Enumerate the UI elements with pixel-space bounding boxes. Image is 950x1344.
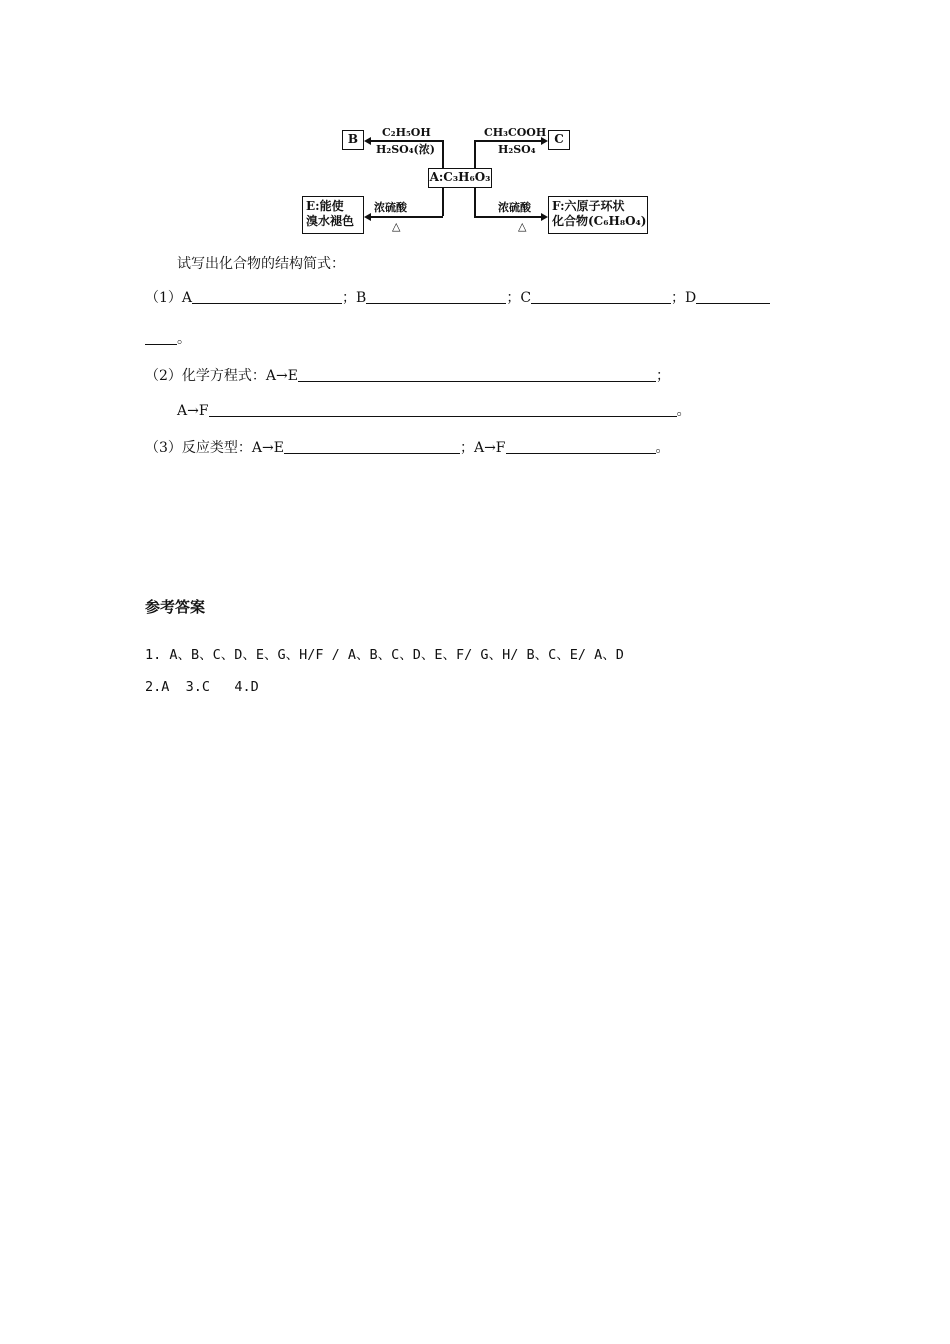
arrow-to-b-head xyxy=(364,137,371,145)
compound-c-label: C xyxy=(554,132,564,146)
trunk-down-left xyxy=(442,188,444,216)
q1-end: 。 xyxy=(177,331,191,347)
q1-blank-b[interactable] xyxy=(366,289,506,304)
q1-blank-d-cont[interactable] xyxy=(145,330,177,345)
question-2 xyxy=(145,367,670,385)
answers-heading: 参考答案 xyxy=(145,598,206,616)
arrow-to-c-line xyxy=(474,140,541,142)
q2-semicolon: ； xyxy=(655,368,670,384)
arrow-to-f-head xyxy=(541,213,548,221)
q1-blank-c[interactable] xyxy=(531,289,671,304)
q3-blank-af[interactable] xyxy=(506,439,656,454)
trunk-up-left xyxy=(442,140,444,168)
q2-blank-ae[interactable] xyxy=(298,367,656,382)
q1-blank-a[interactable] xyxy=(192,289,342,304)
compound-f-line2: 化合物(C₆H₈O₄) xyxy=(552,214,647,228)
compound-a-label: A:C₃H₆O₃ xyxy=(429,170,491,184)
q2-prefix: （2）化学方程式：A→E xyxy=(145,368,298,384)
arrow-to-f-reagent: 浓硫酸 xyxy=(498,201,531,214)
q3-prefix: （3）反应类型：A→E xyxy=(145,440,284,456)
arrow-to-b-reagent: C₂H₅OH xyxy=(382,126,431,139)
question-1 xyxy=(145,289,770,307)
q1-b-label: ；B xyxy=(342,290,367,306)
compound-f-line1: F:六原子环状 xyxy=(552,199,625,213)
arrow-to-e-head xyxy=(364,213,371,221)
question-3 xyxy=(145,439,670,457)
q2b-prefix: A→F xyxy=(177,403,209,419)
q3-blank-ae[interactable] xyxy=(284,439,460,454)
q1-prefix: （1）A xyxy=(145,290,193,306)
arrow-to-e-line xyxy=(370,216,443,218)
compound-b-box xyxy=(342,130,364,150)
compound-e-line2: 溴水褪色 xyxy=(306,214,355,228)
q2-blank-af[interactable] xyxy=(209,402,677,417)
arrow-to-f-line xyxy=(474,216,541,218)
trunk-up-right xyxy=(474,140,476,168)
arrow-to-b-condition: H₂SO₄(浓) xyxy=(376,143,435,156)
trunk-down-right xyxy=(474,188,476,216)
q3-mid: ；A→F xyxy=(459,440,506,456)
q3-end: 。 xyxy=(655,440,670,456)
compound-e-box xyxy=(302,196,364,234)
question-2b xyxy=(177,402,691,420)
answers-line-1: 1. A、B、C、D、E、G、H/F / A、B、C、D、E、F/ G、H/ B、C、E/ A、D xyxy=(145,647,624,663)
arrow-to-f-condition: △ xyxy=(518,220,527,233)
q1-blank-d[interactable] xyxy=(696,289,770,304)
q2b-end: 。 xyxy=(676,403,691,419)
q1-d-label: ；D xyxy=(671,290,697,306)
arrow-to-e-reagent: 浓硫酸 xyxy=(374,201,407,214)
compound-a-box xyxy=(428,168,492,188)
answers-line-2: 2.A 3.C 4.D xyxy=(145,679,259,695)
question-1-cont xyxy=(145,330,191,348)
compound-c-box xyxy=(548,130,570,150)
q1-c-label: ；C xyxy=(506,290,532,306)
compound-e-line1: E:能使 xyxy=(306,199,344,213)
compound-f-box xyxy=(548,196,648,234)
question-intro: 试写出化合物的结构简式： xyxy=(177,256,345,272)
arrow-to-c-reagent: CH₃COOH xyxy=(484,126,547,139)
arrow-to-c-condition: H₂SO₄ xyxy=(498,143,536,156)
compound-b-label: B xyxy=(347,132,359,146)
arrow-to-b-line xyxy=(370,140,443,142)
reaction-diagram xyxy=(300,120,660,240)
arrow-to-e-condition: △ xyxy=(392,220,401,233)
